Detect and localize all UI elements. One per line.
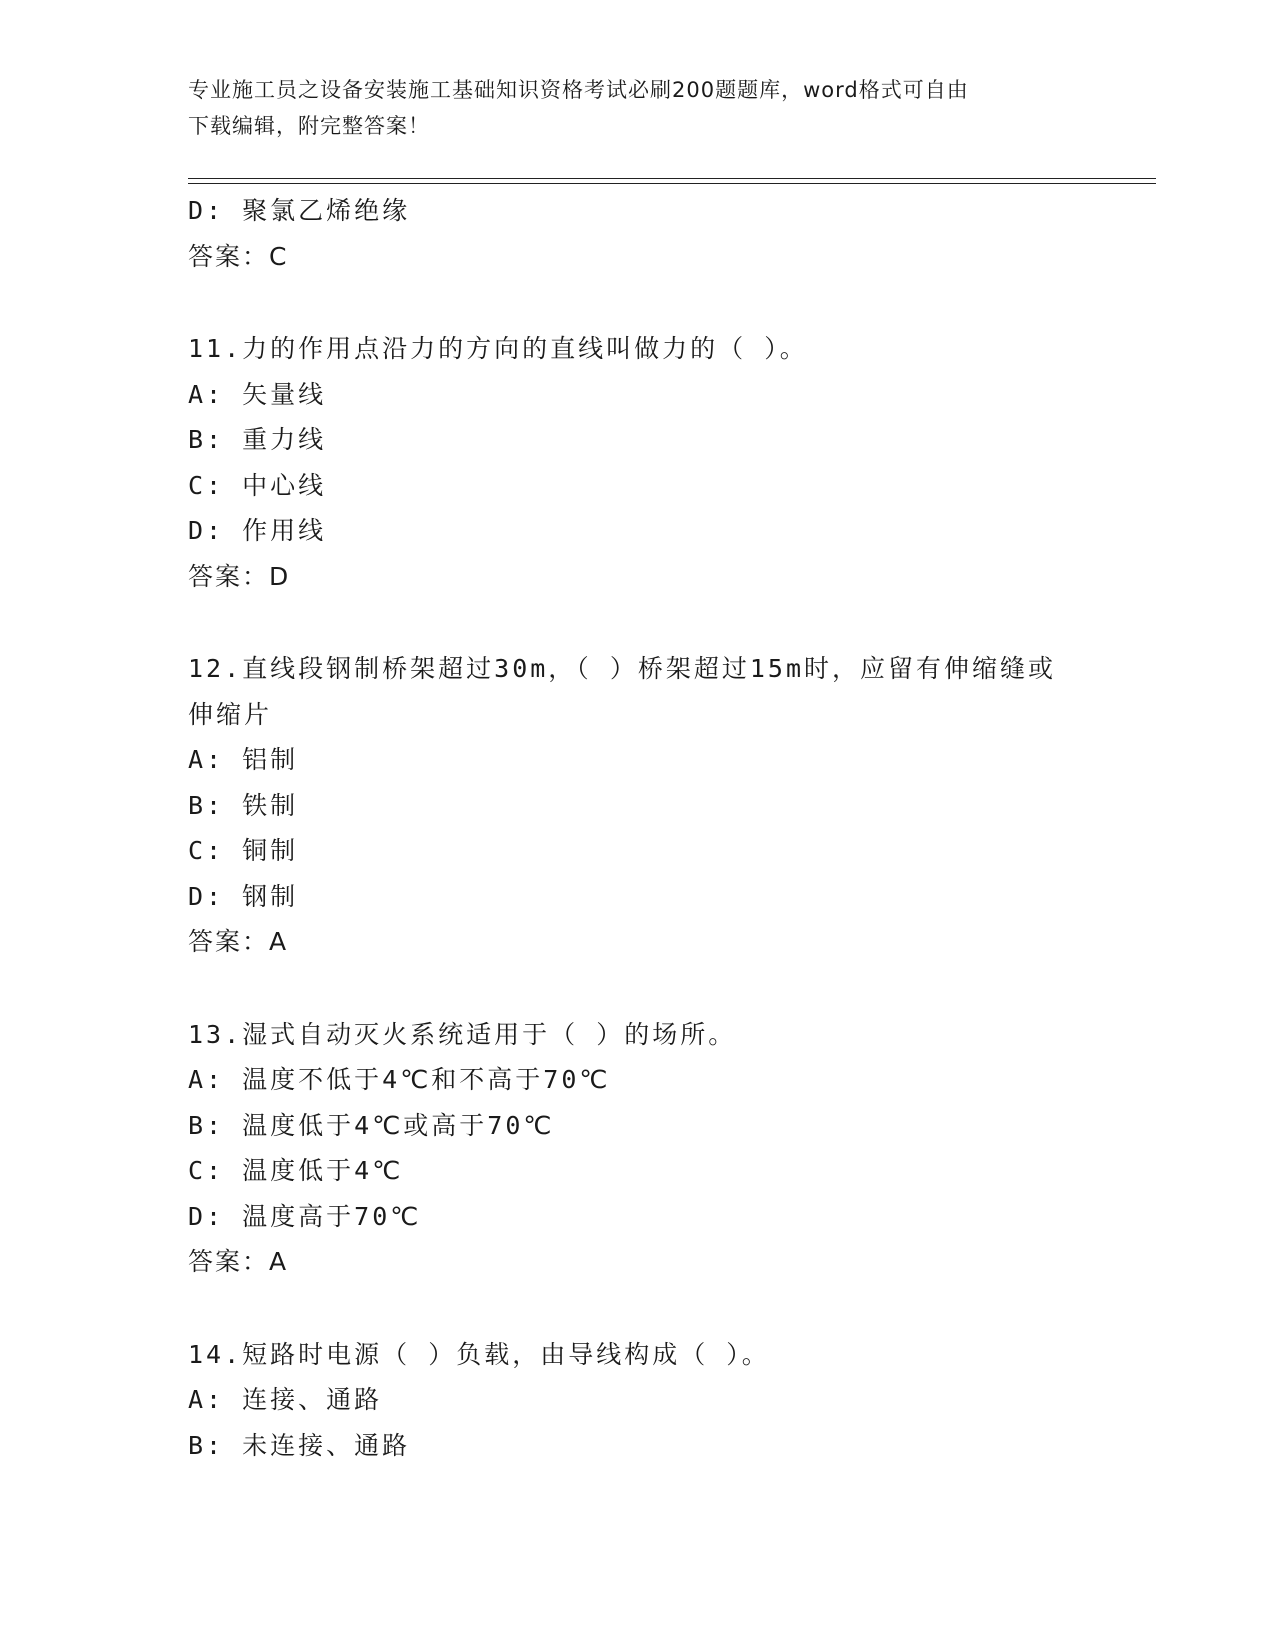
answer: 答案：D bbox=[188, 561, 291, 591]
question-stem: 14.短路时电源（ ）负载，由导线构成（ ）。 bbox=[188, 1339, 770, 1369]
answer: 答案：A bbox=[188, 1247, 289, 1276]
question-10-tail bbox=[188, 188, 1138, 279]
spacer bbox=[188, 965, 1138, 1012]
spacer bbox=[188, 1285, 1138, 1332]
spacer bbox=[188, 599, 1138, 646]
option-d: D: 钢制 bbox=[188, 881, 299, 911]
question-stem-line-2: 伸缩片 bbox=[188, 699, 273, 729]
document-header bbox=[188, 72, 1088, 144]
header-divider-bottom bbox=[188, 183, 1156, 184]
option-b: B: 温度低于4℃或高于70℃ bbox=[188, 1110, 555, 1140]
option-b: B: 未连接、通路 bbox=[188, 1430, 411, 1460]
question-list bbox=[188, 188, 1138, 1468]
option-d: D: 聚氯乙烯绝缘 bbox=[188, 196, 411, 225]
option-d: D: 作用线 bbox=[188, 516, 327, 545]
option-a: A: 连接、通路 bbox=[188, 1385, 383, 1414]
spacer bbox=[188, 279, 1138, 326]
option-a: A: 温度不低于4℃和不高于70℃ bbox=[188, 1065, 611, 1094]
option-b: B: 重力线 bbox=[188, 425, 327, 454]
question-14 bbox=[188, 1332, 1138, 1469]
header-divider-top bbox=[188, 178, 1156, 179]
option-d: D: 温度高于70℃ bbox=[188, 1201, 422, 1231]
question-stem-line-1: 12.直线段钢制桥架超过30m，（ ）桥架超过15m时，应留有伸缩缝或 bbox=[188, 654, 1057, 683]
option-c: C: 温度低于4℃ bbox=[188, 1156, 404, 1185]
option-a: A: 矢量线 bbox=[188, 379, 327, 409]
question-11 bbox=[188, 326, 1138, 599]
question-stem: 11.力的作用点沿力的方向的直线叫做力的（ ）。 bbox=[188, 334, 808, 363]
question-12 bbox=[188, 646, 1138, 965]
answer: 答案：C bbox=[188, 241, 289, 271]
option-b: B: 铁制 bbox=[188, 790, 299, 820]
header-title-line-2: 下载编辑，附完整答案！ bbox=[188, 114, 430, 138]
answer: 答案：A bbox=[188, 927, 289, 956]
question-stem: 13.湿式自动灭火系统适用于（ ）的场所。 bbox=[188, 1019, 737, 1049]
option-a: A: 铝制 bbox=[188, 745, 299, 774]
option-c: C: 铜制 bbox=[188, 836, 299, 865]
question-13 bbox=[188, 1012, 1138, 1285]
option-c: C: 中心线 bbox=[188, 470, 327, 500]
header-title-line-1: 专业施工员之设备安装施工基础知识资格考试必刷200题题库，word格式可自由 bbox=[188, 78, 969, 102]
